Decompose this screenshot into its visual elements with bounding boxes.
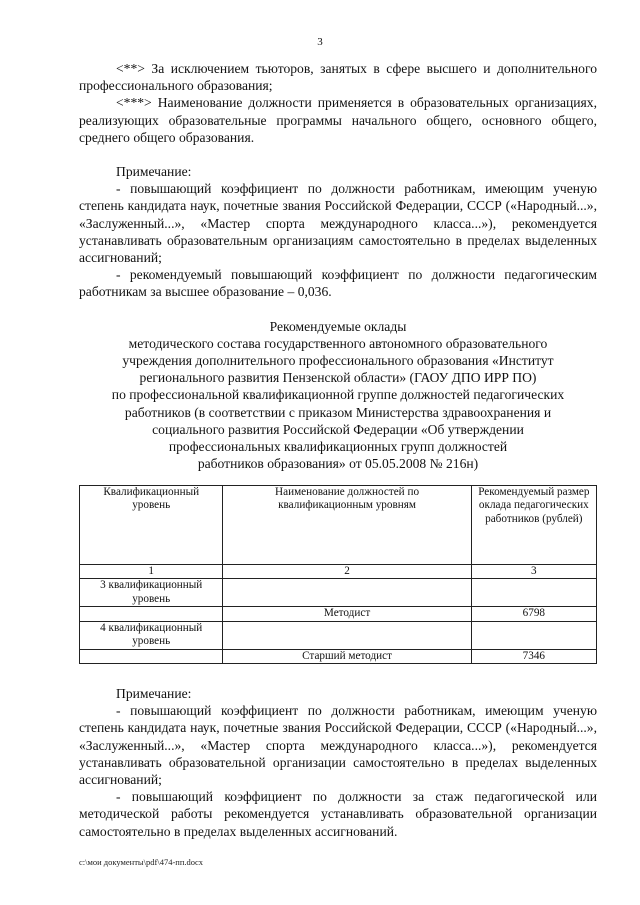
column-number: 2 [223, 565, 471, 579]
table-row [80, 649, 597, 663]
table-row [80, 607, 597, 621]
level-cell: 4 квалификационный уровень [80, 621, 223, 649]
level-cell: 3 квалификационный уровень [80, 579, 223, 607]
title-line: социального развития Российской Федерации «Об утверждении [152, 421, 524, 437]
document-title [79, 318, 597, 473]
note-heading: Примечание: [116, 164, 192, 180]
bottom-notes [79, 685, 597, 840]
title-line: по профессиональной квалификационной группе должностей педагогических [111, 387, 565, 403]
position-cell: Методист [223, 607, 471, 621]
table-row [80, 621, 597, 649]
empty-cell [223, 579, 471, 607]
title-line: методического состава государственного автономного образовательного [128, 335, 548, 351]
empty-cell [80, 649, 223, 663]
title-line: учреждения дополнительного профессионального образования «Институт [122, 353, 554, 369]
empty-cell [471, 621, 596, 649]
column-number: 1 [80, 565, 223, 579]
table-number-row [80, 565, 597, 579]
note-coefficient-degree: - повышающий коэффициент по должности работникам, имеющим ученую степень кандидата наук, почетные звания Российской Федерации, СССР («Народный...», «Заслуженный...», «Мастер спорта международного класса...»), рекомендуется устанавливать образовательным организациям самостоятельно в пределах выделенных ассигнований; [79, 181, 597, 266]
table-header-row [80, 486, 597, 565]
note-coefficient-degree: - повышающий коэффициент по должности работникам, имеющим ученую степень кандидата наук, почетные звания Российской Федерации, СССР («Народный...», «Заслуженный...», «Мастер спорта международного класса...»), рекомендуется устанавливать образовательной организации самостоятельно в пределах выделенных ассигнований; [79, 703, 597, 788]
header-position: Наименование должностей по квалификационным уровням [223, 486, 471, 565]
salary-cell: 7346 [471, 649, 596, 663]
note-coefficient-experience: - повышающий коэффициент по должности за стаж педагогической или методической работы рекомендуется устанавливать образовательной организации самостоятельно в пределах выделенных ассигнований. [79, 789, 597, 839]
footnote-triple-star: <***> Наименование должности применяется в образовательных организациях, реализующих образовательные программы начального общего, основного общего, среднего общего образования. [79, 95, 597, 145]
salary-cell: 6798 [471, 607, 596, 621]
header-salary: Рекомендуемый размер оклада педагогических работников (рублей) [471, 486, 596, 565]
top-notes [79, 60, 597, 472]
column-number: 3 [471, 565, 596, 579]
title-line: Рекомендуемые оклады [269, 318, 407, 334]
empty-cell [80, 607, 223, 621]
table-row [80, 579, 597, 607]
empty-cell [471, 579, 596, 607]
position-cell: Старший методист [223, 649, 471, 663]
note-coefficient-higher-education: - рекомендуемый повышающий коэффициент по должности педагогическим работникам за высшее образование – 0,036. [79, 267, 597, 300]
page-number: 3 [317, 36, 323, 48]
salary-table [79, 485, 597, 664]
title-line: работников образования» от 05.05.2008 № 216н) [197, 456, 479, 472]
note-heading: Примечание: [116, 686, 192, 701]
header-level: Квалификационный уровень [80, 486, 223, 565]
footnote-double-star: <**> За исключением тьюторов, занятых в сфере высшего и дополнительного профессионального образования; [79, 61, 597, 94]
title-line: работников (в соответствии с приказом Министерства здравоохранения и [124, 404, 552, 420]
empty-cell [223, 621, 471, 649]
file-path-footer: c:\мои документы\pdf\474-пп.docx [79, 857, 204, 867]
title-line: регионального развития Пензенской области» (ГАОУ ДПО ИРР ПО) [139, 370, 537, 386]
title-line: профессиональных квалификационных групп должностей [168, 439, 508, 455]
